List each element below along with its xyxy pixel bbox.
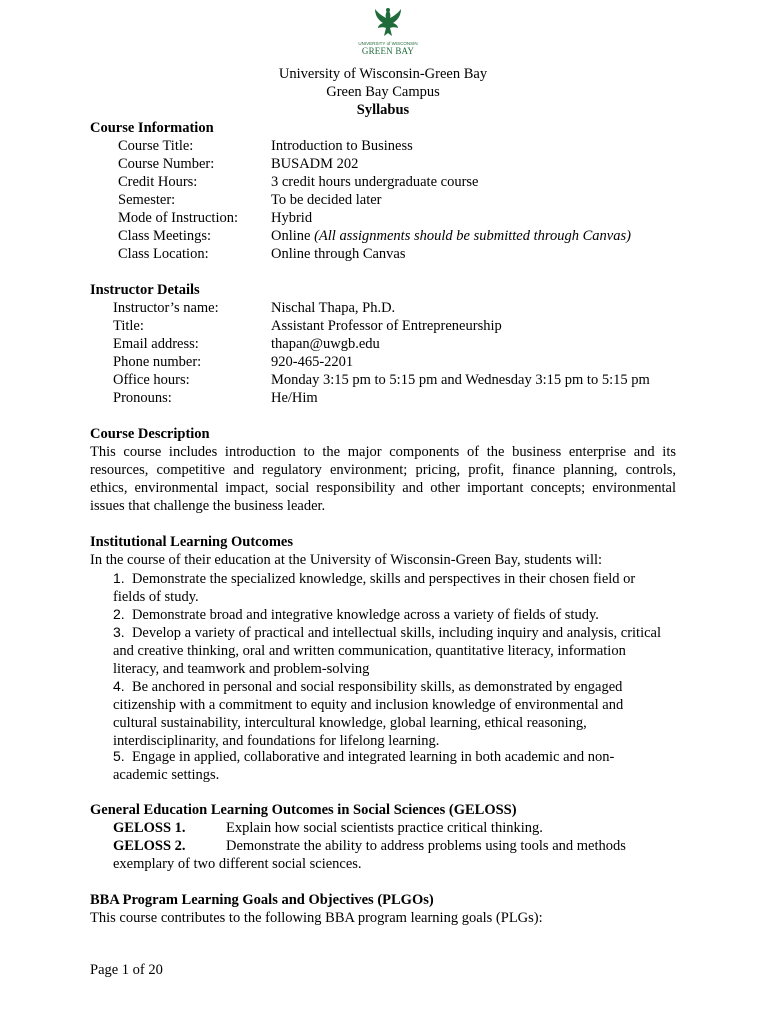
ilo-item: [113, 747, 668, 784]
course-number-value: BUSADM 202: [271, 156, 359, 172]
pronouns-value: He/Him: [271, 390, 318, 406]
plgo-heading: BBA Program Learning Goals and Objectives (PLGOs): [90, 892, 434, 908]
geloss-code: GELOSS 1.: [113, 820, 186, 836]
geloss-text: Demonstrate the ability to address problems using tools and methods: [226, 838, 626, 854]
campus-name: Green Bay Campus: [326, 84, 440, 100]
instructor-heading: Instructor Details: [90, 282, 200, 298]
class-meetings-note: (All assignments should be submitted through Canvas): [314, 228, 631, 244]
geloss-text-cont: exemplary of two different social sciences.: [113, 856, 362, 872]
ilo-item-number: 2.: [113, 606, 125, 622]
pronouns-label: Pronouns:: [113, 390, 172, 406]
class-location-label: Class Location:: [118, 246, 209, 262]
phone-value: 920-465-2201: [271, 354, 354, 370]
semester-label: Semester:: [118, 192, 176, 208]
ilo-item-number: 1.: [113, 570, 125, 586]
logo-line-1: UNIVERSITY of WISCONSIN: [358, 41, 418, 46]
ilo-item: [113, 605, 668, 624]
ilo-item-text: Engage in applied, collaborative and integrated learning in both academic and non-academic settings.: [113, 749, 615, 783]
plgo-intro: This course contributes to the following BBA program learning goals (PLGs):: [90, 910, 543, 926]
ilo-item-text: Demonstrate the specialized knowledge, skills and perspectives in their chosen field or fields of study.: [113, 571, 636, 605]
ilo-heading: Institutional Learning Outcomes: [90, 534, 294, 550]
ilo-item-number: 3.: [113, 624, 125, 640]
page-number: Page 1 of 20: [90, 962, 163, 978]
ilo-item: [113, 569, 668, 606]
university-logo: [356, 6, 420, 56]
description-text: This course includes introduction to the major components of the business enterprise and its resources, competitive and regulatory environment; pricing, profit, finance planning, controls, ethics, environmental impact, social responsibility and other important concepts; environmental issues that challenge the business leader.: [90, 444, 676, 514]
course-info-heading: Course Information: [90, 120, 214, 136]
email-label: Email address:: [113, 336, 199, 352]
class-meetings-label: Class Meetings:: [118, 228, 212, 244]
mode-label: Mode of Instruction:: [118, 210, 239, 226]
email-value[interactable]: thapan@uwgb.edu: [271, 336, 380, 352]
ilo-item-text: Develop a variety of practical and intellectual skills, including inquiry and analysis, critical and creative thinking, oral and written communication, quantitative literacy, information literacy, and teamwork and problem-solving: [113, 625, 662, 677]
semester-value: To be decided later: [271, 192, 382, 208]
office-hours-value: Monday 3:15 pm to 5:15 pm and Wednesday 3:15 pm to 5:15 pm: [271, 372, 650, 388]
office-hours-label: Office hours:: [113, 372, 190, 388]
instructor-title-label: Title:: [113, 318, 144, 334]
phone-label: Phone number:: [113, 354, 202, 370]
class-location-value: Online through Canvas: [271, 246, 406, 262]
course-title-value: Introduction to Business: [271, 138, 413, 154]
doc-title: Syllabus: [356, 102, 410, 118]
geloss-text: Explain how social scientists practice critical thinking.: [226, 820, 543, 836]
ilo-intro: In the course of their education at the University of Wisconsin-Green Bay, students will:: [90, 552, 603, 568]
class-meetings-mode: Online: [271, 228, 311, 244]
description-heading: Course Description: [90, 426, 210, 442]
instructor-title-value: Assistant Professor of Entrepreneurship: [271, 318, 502, 334]
ilo-item: [113, 623, 668, 678]
geloss-code: GELOSS 2.: [113, 838, 186, 854]
credit-hours-label: Credit Hours:: [118, 174, 198, 190]
credit-hours-value: 3 credit hours undergraduate course: [271, 174, 479, 190]
ilo-item-text: Be anchored in personal and social responsibility skills, as demonstrated by engaged citizenship with a commitment to equity and inclusion knowledge of environmental and cultural sustainability, intercultural knowledge, global learning, ethical reasoning, interdisciplinarity, and foundations for lifelong learning.: [113, 679, 624, 749]
ilo-item-text: Demonstrate broad and integrative knowledge across a variety of fields of study.: [131, 607, 599, 623]
class-meetings-value: [271, 227, 631, 245]
phoenix-icon: [356, 6, 420, 40]
course-title-label: Course Title:: [118, 138, 194, 154]
geloss-heading: General Education Learning Outcomes in Social Sciences (GELOSS): [90, 802, 517, 818]
mode-value: Hybrid: [271, 210, 313, 226]
university-name: University of Wisconsin-Green Bay: [278, 66, 488, 82]
ilo-item-number: 5.: [113, 748, 125, 764]
course-number-label: Course Number:: [118, 156, 215, 172]
instructor-name-value: Nischal Thapa, Ph.D.: [271, 300, 396, 316]
ilo-item: [113, 677, 668, 750]
ilo-item-number: 4.: [113, 678, 125, 694]
instructor-name-label: Instructor’s name:: [113, 300, 219, 316]
logo-line-2: GREEN BAY: [361, 46, 415, 56]
